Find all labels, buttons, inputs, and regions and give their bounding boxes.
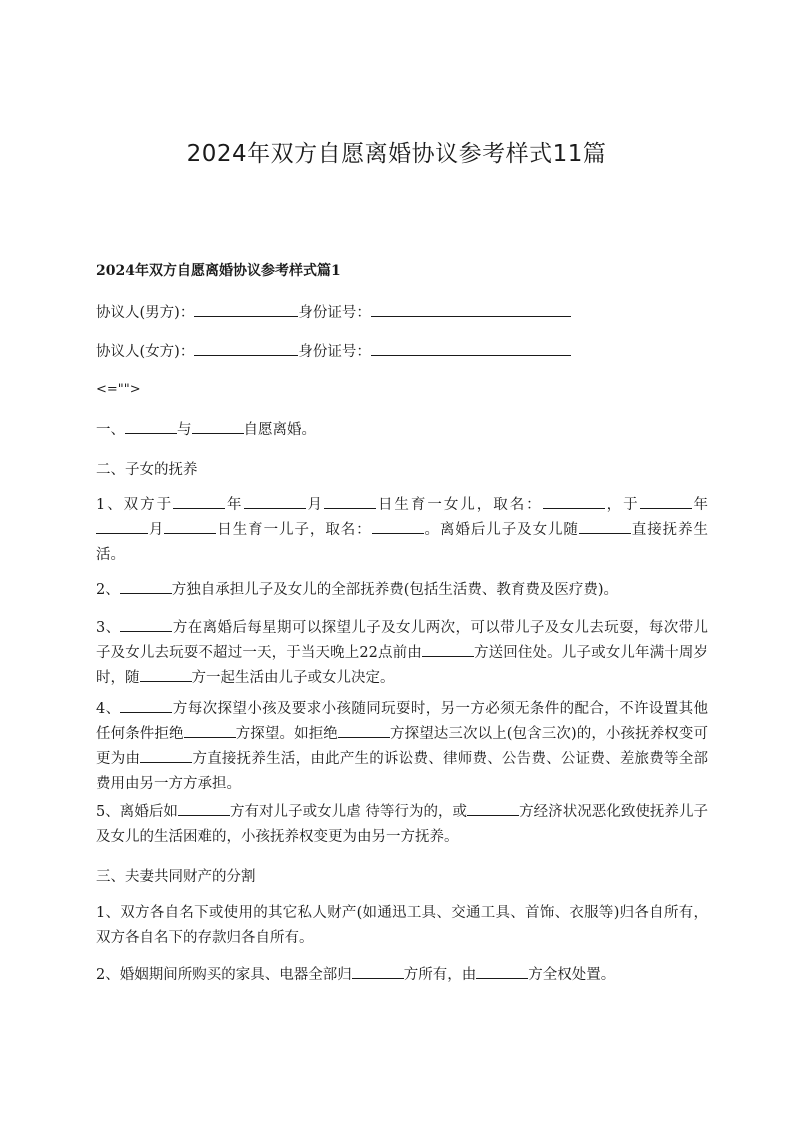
paragraph-3 [96,616,708,691]
blank-field[interactable] [579,519,631,534]
clause-text: 自愿离婚。 [243,422,316,438]
blank-field[interactable] [640,494,692,509]
text-segment: 方送回住处。儿子或女儿年满十周岁时，随 [96,645,708,686]
blank-field[interactable] [467,801,519,816]
blank-field[interactable] [173,494,225,509]
paragraph-2 [96,578,708,603]
paragraph-4 [96,697,708,797]
text-segment: 方全权处置。 [528,967,616,983]
section-title: 2024年双方自愿离婚协议参考样式篇1 [96,263,341,279]
id-label: 身份证号： [298,305,371,321]
blank-field[interactable] [372,519,424,534]
blank-field[interactable] [140,748,192,763]
stray-markup-text: <=""> [96,382,141,397]
paragraph-6: 1、双方各自名下或使用的其它私人财产(如通迅工具、交通工具、首饰、衣服等)归各自所有，双方各自名下的存款归各自所有。 [96,905,708,946]
clause-text: 与 [177,422,192,438]
text-segment: ，于 [604,497,640,513]
text-segment: 方一起生活由儿子或女儿决定。 [191,670,395,686]
text-segment: 日生育一女儿，取名： [375,497,543,513]
text-segment: 方经济状况恶化致使抚养儿子及女儿的生活困难的，小孩抚养权变更为由另一方抚养。 [96,804,708,845]
text-segment: 日生育一儿子，取名： [216,522,372,538]
blank-field[interactable] [371,302,571,317]
text-segment: 方探望。如拒绝 [235,726,338,742]
blank-field[interactable] [352,964,404,979]
text-segment: 方每次探望小孩及要求小孩随同玩耍时，另一方必须无条件的配合，不许设置其他任何条件拒绝 [96,701,708,742]
text-segment: 方独自承担儿子及女儿的全部抚养费(包括生活费、教育费及医疗费)。 [171,582,619,598]
blank-field[interactable] [543,494,605,509]
document-title: 2024年双方自愿离婚协议参考样式11篇 [186,141,607,167]
text-segment: 。离婚后儿子及女儿随 [423,522,579,538]
heading-child-custody: 二、子女的抚养 [96,462,198,478]
text-segment: 2、婚姻期间所购买的家具、电器全部归 [96,967,352,983]
party-male-line [96,301,706,326]
blank-field[interactable] [194,341,298,356]
blank-field[interactable] [324,494,376,509]
text-segment: 月 [305,497,324,513]
blank-field[interactable] [184,723,236,738]
blank-field[interactable] [422,642,474,657]
text-segment: 方所有，由 [403,967,477,983]
text-segment: 4、 [96,701,121,717]
blank-field[interactable] [178,801,230,816]
blank-field[interactable] [476,964,528,979]
blank-field[interactable] [244,494,306,509]
blank-field[interactable] [140,667,192,682]
paragraph-7 [96,963,708,988]
text-segment: 2、 [96,582,120,598]
clause-text: 一、 [96,422,125,438]
text-segment: 5、离婚后如 [96,804,178,820]
text-segment: 方有对儿子或女儿虐 待等行为的，或 [229,804,468,820]
clause-one [96,418,706,443]
text-segment: 直接抚养生活。 [96,522,709,563]
blank-field[interactable] [371,341,571,356]
text-segment: 方直接抚养生活，由此产生的诉讼费、律师费、公告费、公证费、差旅费等全部费用由另一方方承担。 [96,751,709,792]
blank-field[interactable] [120,698,172,713]
blank-field[interactable] [120,579,172,594]
blank-field[interactable] [164,519,216,534]
text-segment: 方在离婚后每星期可以探望儿子及女儿两次，可以带儿子及女儿去玩耍，每次带儿子及女儿去玩耍不超过一天，于当天晚上22点前由 [96,620,708,661]
party-male-label: 协议人(男方)： [96,305,195,321]
paragraph-5 [96,800,708,850]
text-segment: 年 [691,497,709,513]
party-female-label: 协议人(女方)： [96,344,195,360]
text-segment: 方探望达三次以上(包含三次)的，小孩抚养权变可更为由 [96,726,709,767]
text-segment: 月 [148,522,165,538]
text-segment: 1、双方于 [96,497,174,513]
blank-field[interactable] [125,419,177,434]
blank-field[interactable] [192,419,244,434]
blank-field[interactable] [194,302,298,317]
party-female-line [96,340,706,365]
blank-field[interactable] [120,617,172,632]
paragraph-1 [96,493,708,568]
id-label: 身份证号： [298,344,371,360]
heading-property-division: 三、夫妻共同财产的分割 [96,869,256,885]
blank-field[interactable] [338,723,390,738]
blank-field[interactable] [96,519,148,534]
text-segment: 3、 [96,620,121,636]
text-segment: 年 [225,497,244,513]
